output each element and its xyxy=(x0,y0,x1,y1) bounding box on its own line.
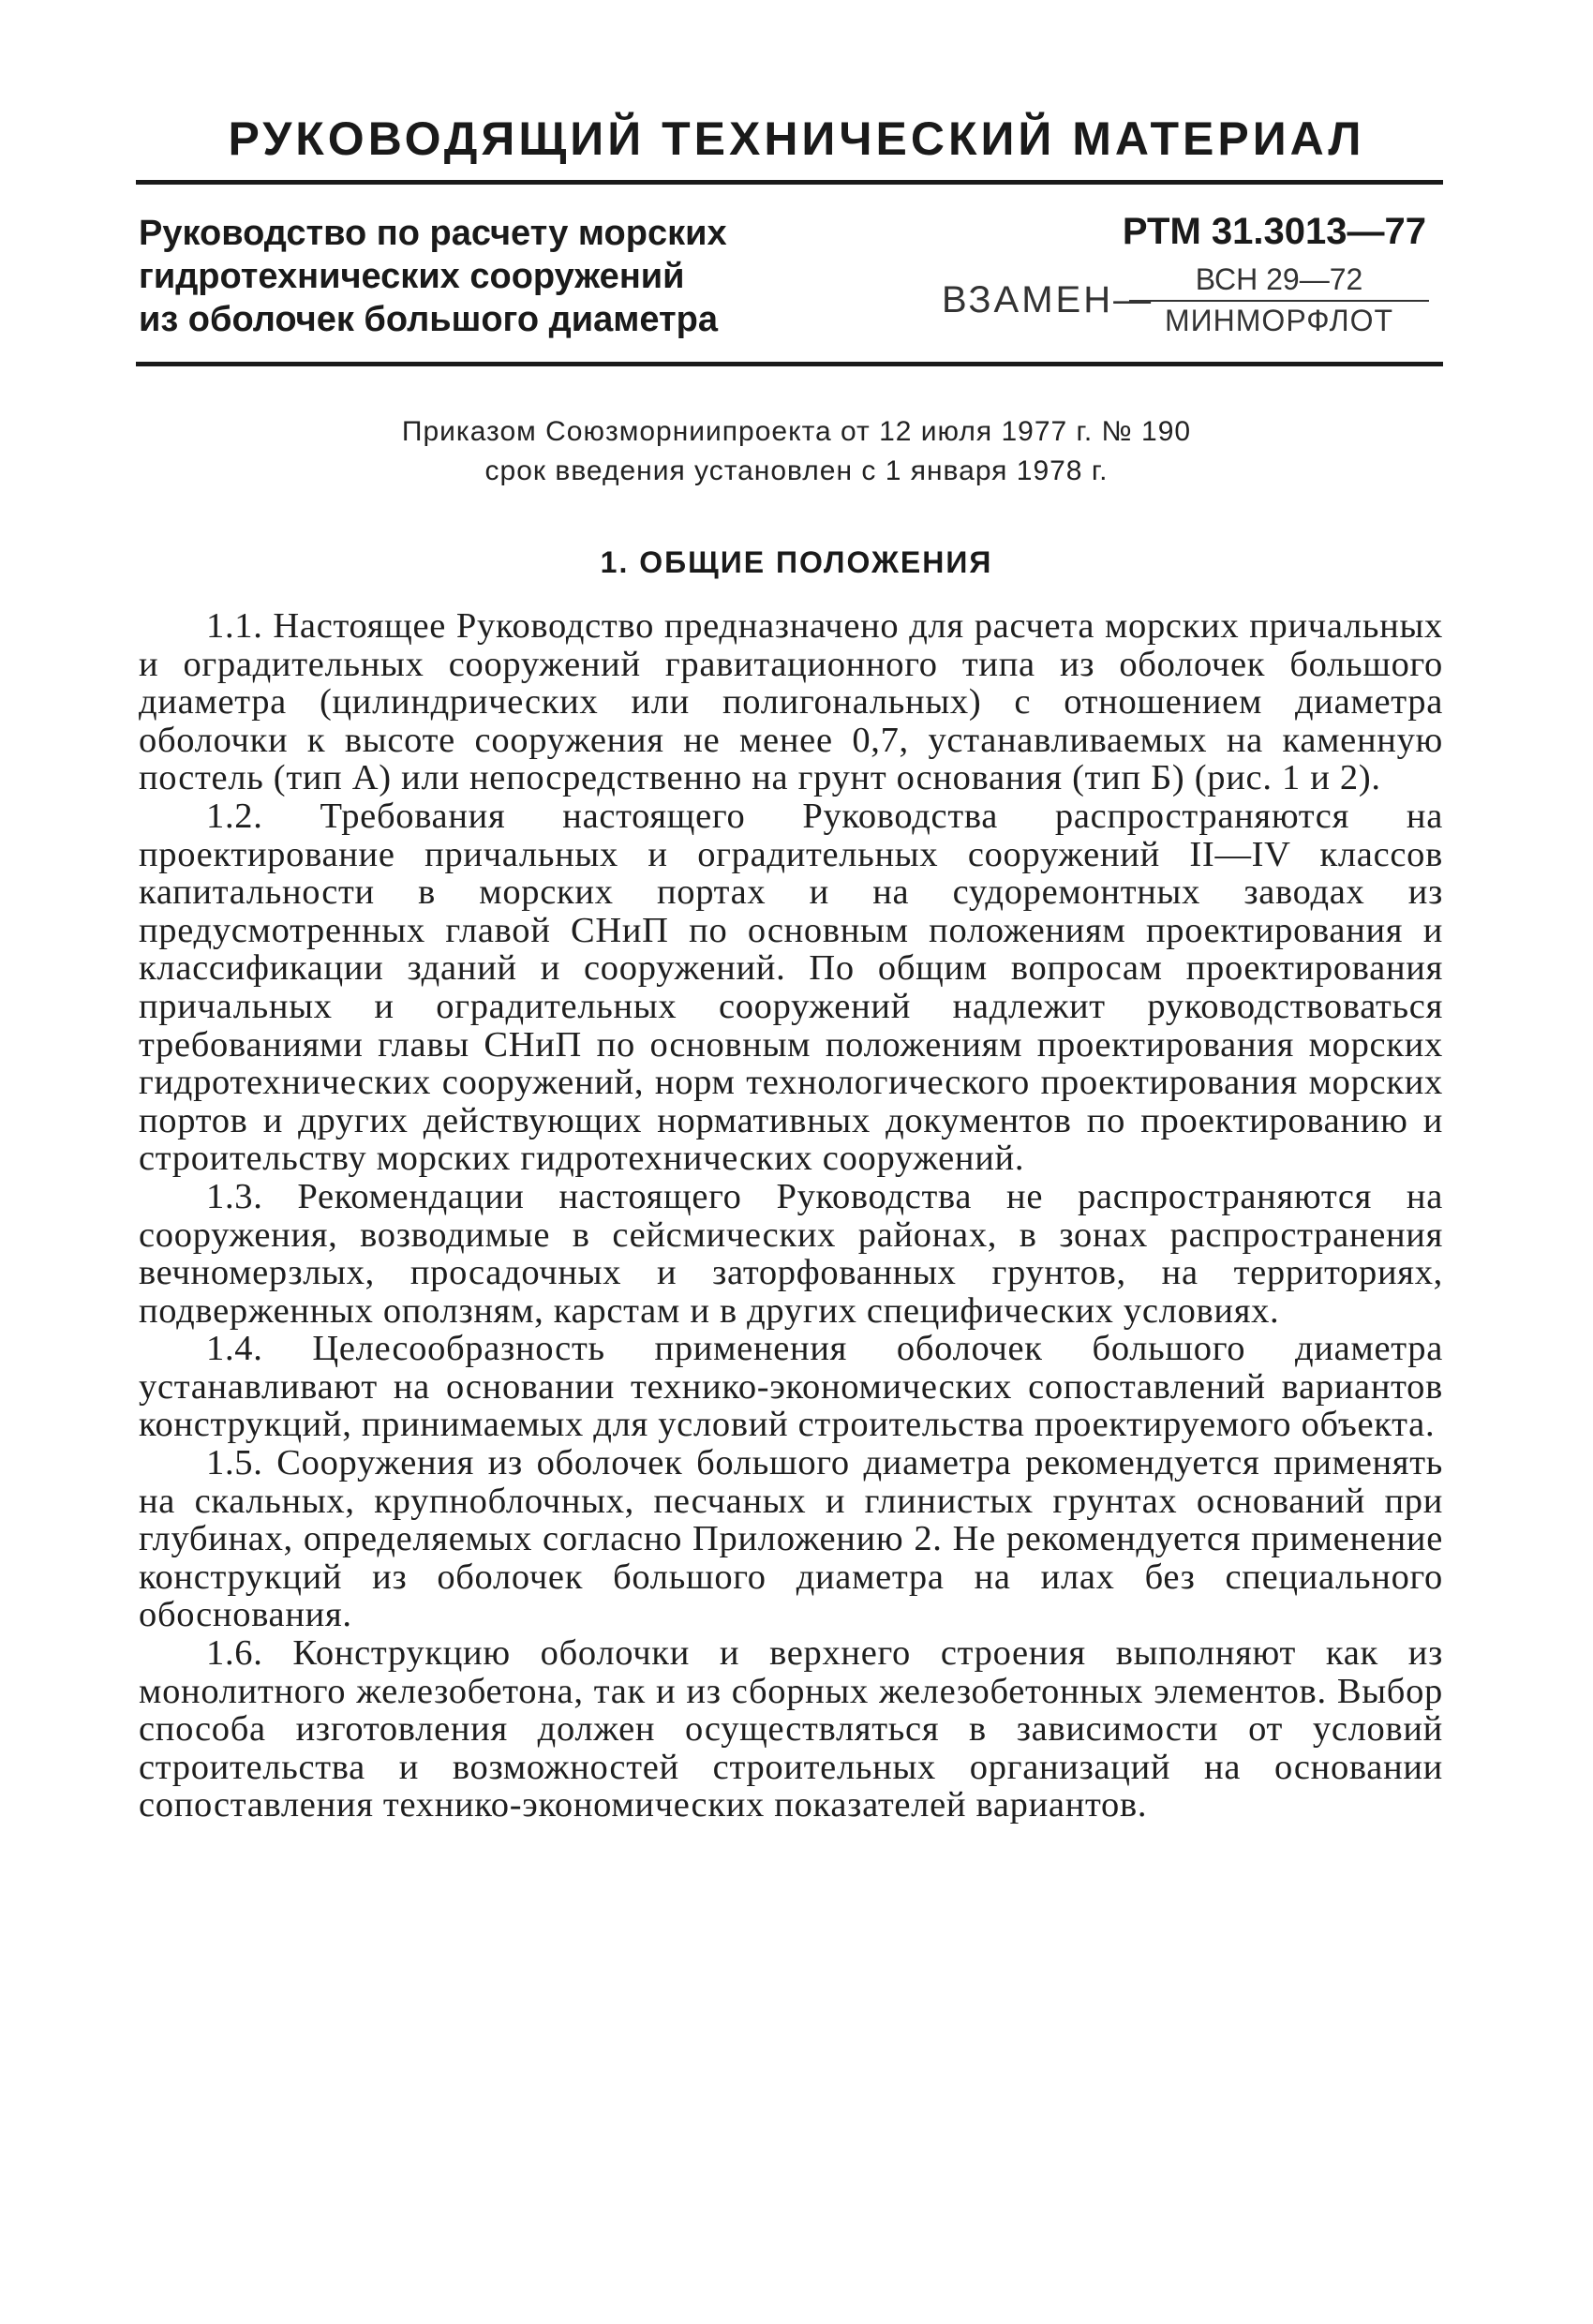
order-line: Приказом Союзморниипроекта от 12 июля 1977 г. № 190 xyxy=(401,416,1192,447)
title-line: Руководство по расчету морских xyxy=(139,214,727,253)
paragraph: 1.1. Настоящее Руководство предназначено для расчета морских причальных и оградительных сооружений гравитационного типа из оболочек большого диаметра (цилиндрических или полигональных) с отношением диаметра оболочки к высоте сооружения не менее 0,7, устанавливаемых на каменную постель (тип А) или непосредственно на грунт основания (тип Б) (рис. 1 и 2). xyxy=(139,606,1443,798)
title-line: из оболочек большого диаметра xyxy=(139,300,718,339)
replaces-dash: — xyxy=(1113,279,1154,320)
effective-date-line: срок введения установлен с 1 января 1978 г. xyxy=(484,455,1109,486)
paragraph: 1.5. Сооружения из оболочек большого диаметра рекомендуется применять на скальных, крупноблочных, песчаных и глинистых грунтах оснований при глубинах, определяемых согласно Приложению 2. Не рекомендуется применение конструкций из оболочек большого диаметра на илах без специального обоснования. xyxy=(139,1443,1443,1635)
title-line: гидротехнических сооружений xyxy=(139,257,685,296)
order-info xyxy=(131,412,1462,491)
section-heading: 1. ОБЩИЕ ПОЛОЖЕНИЯ xyxy=(600,545,993,579)
body-text xyxy=(139,607,1443,1825)
replaces-fraction xyxy=(1129,261,1429,339)
document-code-block xyxy=(937,208,1443,337)
paragraph: 1.2. Требования настоящего Руководства распространяются на проектирование причальных и оградительных сооружений II—IV классов капитальности в морских портах и на судоремонтных заводах из предусмотренных главой СНиП по основным положениям проектирования и классификации зданий и сооружений. По общим вопросам проектирования причальных и оградительных сооружений надлежит руководствоваться требованиями главы СНиП по основным положениям проектирования морских гидротехнических сооружений, норм технологического проектирования морских портов и других действующих нормативных документов по проектированию и строительству морских гидротехнических сооружений. xyxy=(139,796,1443,1179)
document-title xyxy=(139,212,851,341)
paragraph: 1.4. Целесообразность применения оболочек большого диаметра устанавливают на основании технико-экономических сопоставлений вариантов конструкций, принимаемых для условий строительства проектируемого объекта. xyxy=(139,1329,1443,1445)
replaces-block xyxy=(937,261,1443,345)
document-type-heading: РУКОВОДЯЩИЙ ТЕХНИЧЕСКИЙ МАТЕРИАЛ xyxy=(228,112,1365,165)
paragraph: 1.3. Рекомендации настоящего Руководства не распространяются на сооружения, возводимые в сейсмических районах, в зонах распространения вечномерзлых, просадочных и заторфованных грунтов, на территориях, подверженных оползням, карстам и в других специфических условиях. xyxy=(139,1176,1443,1331)
header-bottom-rule xyxy=(136,362,1443,366)
replaces-word: ВЗАМЕН xyxy=(942,279,1114,320)
rtm-code: РТМ 31.3013—77 xyxy=(1122,211,1426,252)
replaces-label xyxy=(942,279,1154,321)
replaced-document-code: ВСН 29—72 xyxy=(1129,261,1429,302)
replaced-document-ministry: МИНМОРФЛОТ xyxy=(1165,304,1393,337)
header-top-rule xyxy=(136,180,1443,185)
paragraph: 1.6. Конструкцию оболочки и верхнего строения выполняют как из монолитного железобетона, так и из сборных железобетонных элементов. Выбор способа изготовления должен осуществляться в зависимости от условий строительства и возможностей строительных организаций на основании сопоставления технико-экономических показателей вариантов. xyxy=(139,1633,1443,1825)
